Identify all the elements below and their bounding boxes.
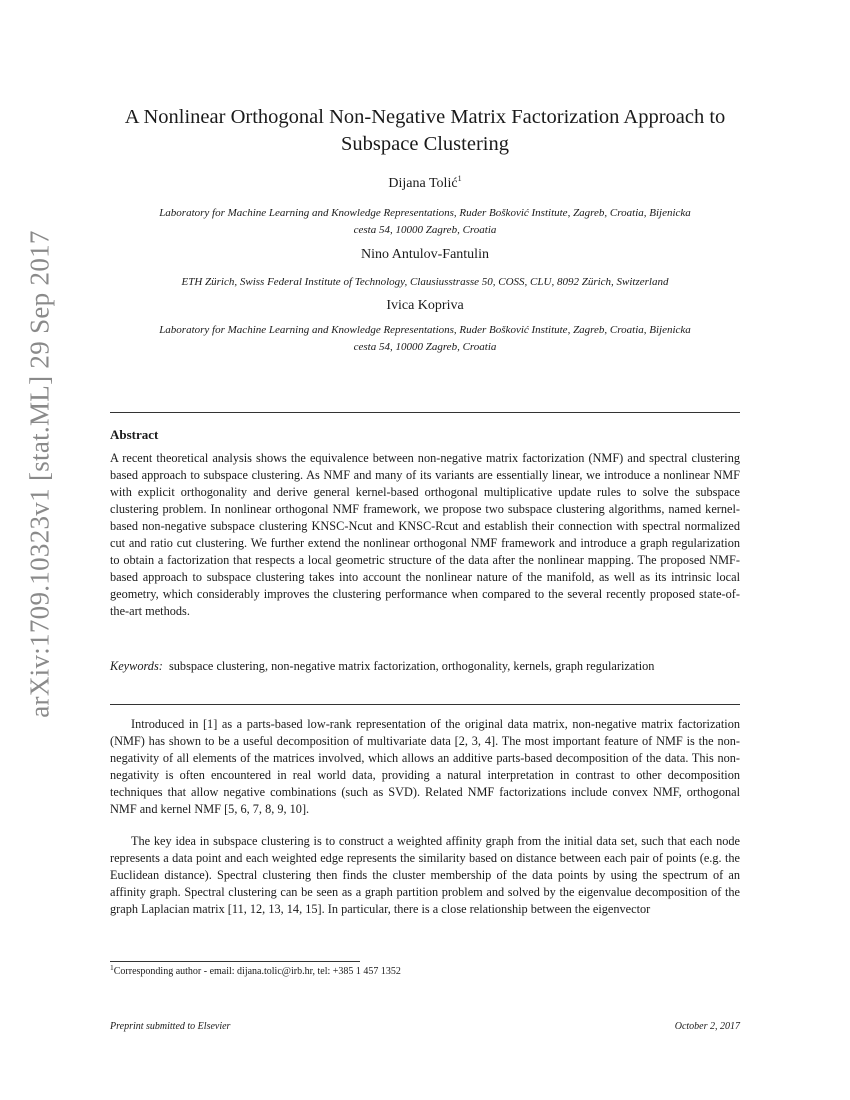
affiliation-line: ETH Zürich, Swiss Federal Institute of Technology, Clausiusstrasse 50, COSS, CLU, 8092 Zürich, Switzerland bbox=[181, 276, 669, 288]
footnote-marker: 1 bbox=[457, 174, 462, 183]
affiliation-line: Laboratory for Machine Learning and Knowledge Representations, Ruder Bošković Institute, Zagreb, Croatia, Bijenicka bbox=[159, 324, 691, 336]
affiliation-line: Laboratory for Machine Learning and Knowledge Representations, Ruder Bošković Institute, Zagreb, Croatia, Bijenicka bbox=[159, 207, 691, 219]
affiliation-line: cesta 54, 10000 Zagreb, Croatia bbox=[353, 224, 497, 236]
footnote-mark: 1 bbox=[110, 963, 114, 972]
keywords-text: subspace clustering, non-negative matrix factorization, orthogonality, kernels, graph regularization bbox=[168, 659, 655, 673]
arxiv-id: arXiv:1709.10323v1 [stat.ML] 29 Sep 2017 bbox=[24, 230, 55, 718]
author-3 bbox=[100, 298, 750, 314]
keywords-label: Keywords: bbox=[110, 659, 163, 673]
author-name: Dijana Tolić bbox=[388, 176, 458, 191]
body-paragraph-1: Introduced in [1] as a parts-based low-rank representation of the original data matrix, non-negative matrix factorization (NMF) has shown to be a useful decomposition of multivariate data [2, 3, 4]. The most important feature of NMF is the non-negativity of all elements of the matrices involved, which allows an additive parts-based decomposition of the data. This non-negativity is often encountered in real world data, providing a natural interpretation in contrast to other decomposition techniques that allow negative combinations (such as SVD). Related NMF factorizations include convex NMF, orthogonal NMF and kernel NMF [5, 6, 7, 8, 9, 10]. bbox=[110, 717, 740, 816]
abstract-text: A recent theoretical analysis shows the equivalence between non-negative matrix factorization (NMF) and spectral clustering based approach to subspace clustering. As NMF and many of its variants are essentially linear, we introduce a nonlinear NMF with explicit orthogonality and derive general kernel-based orthogonal multiplicative update rules to solve the subspace clustering problem. In nonlinear orthogonal NMF framework, we propose two subspace clustering algorithms, named kernel-based non-negative subspace clustering KNSC-Ncut and KNSC-Rcut and establish their connection with spectral normalized cut and ratio cut clustering. We further extend the nonlinear orthogonal NMF framework and introduce a graph regularization to obtain a factorization that respects a local geometric structure of the data after the nonlinear mapping. The proposed NMF-based approach to subspace clustering takes into account the nonlinear nature of the manifold, as well as its intrinsic local geometry, which considerably improves the clustering performance when compared to the several recently proposed state-of-the-art methods. bbox=[110, 451, 740, 618]
footnote bbox=[110, 965, 740, 979]
author-1 bbox=[100, 176, 750, 192]
footnote-text: Corresponding author - email: dijana.tolic@irb.hr, tel: +385 1 457 1352 bbox=[113, 966, 401, 977]
arxiv-stamp bbox=[22, 230, 58, 718]
abstract-top-rule bbox=[110, 412, 740, 413]
footnote-rule bbox=[110, 961, 360, 962]
affiliation-line: cesta 54, 10000 Zagreb, Croatia bbox=[353, 341, 497, 353]
affiliation-2 bbox=[100, 274, 750, 291]
author-name: Ivica Kopriva bbox=[386, 298, 464, 313]
abstract-bottom-rule bbox=[110, 704, 740, 705]
footer-preprint-note: Preprint submitted to Elsevier bbox=[110, 1021, 231, 1032]
author-name: Nino Antulov-Fantulin bbox=[361, 247, 489, 262]
affiliation-1 bbox=[100, 205, 750, 239]
affiliation-3 bbox=[100, 322, 750, 356]
abstract-heading: Abstract bbox=[110, 427, 159, 442]
footer-date: October 2, 2017 bbox=[674, 1021, 740, 1032]
paper-title: A Nonlinear Orthogonal Non-Negative Matrix Factorization Approach to Subspace Clustering bbox=[124, 106, 726, 155]
body-paragraph-2: The key idea in subspace clustering is to construct a weighted affinity graph from the initial data set, such that each node represents a data point and each weighted edge represents the similarity based on distance between each pair of points (e.g. the Euclidean distance). Spectral clustering then finds the cluster membership of the data points by using the spectrum of an affinity graph. Spectral clustering can be seen as a graph partition problem and solved by the eigenvalue decomposition of the graph Laplacian matrix [11, 12, 13, 14, 15]. In particular, there is a close relationship between the eigenvector bbox=[110, 834, 740, 916]
keywords bbox=[110, 658, 740, 675]
author-2 bbox=[100, 247, 750, 263]
